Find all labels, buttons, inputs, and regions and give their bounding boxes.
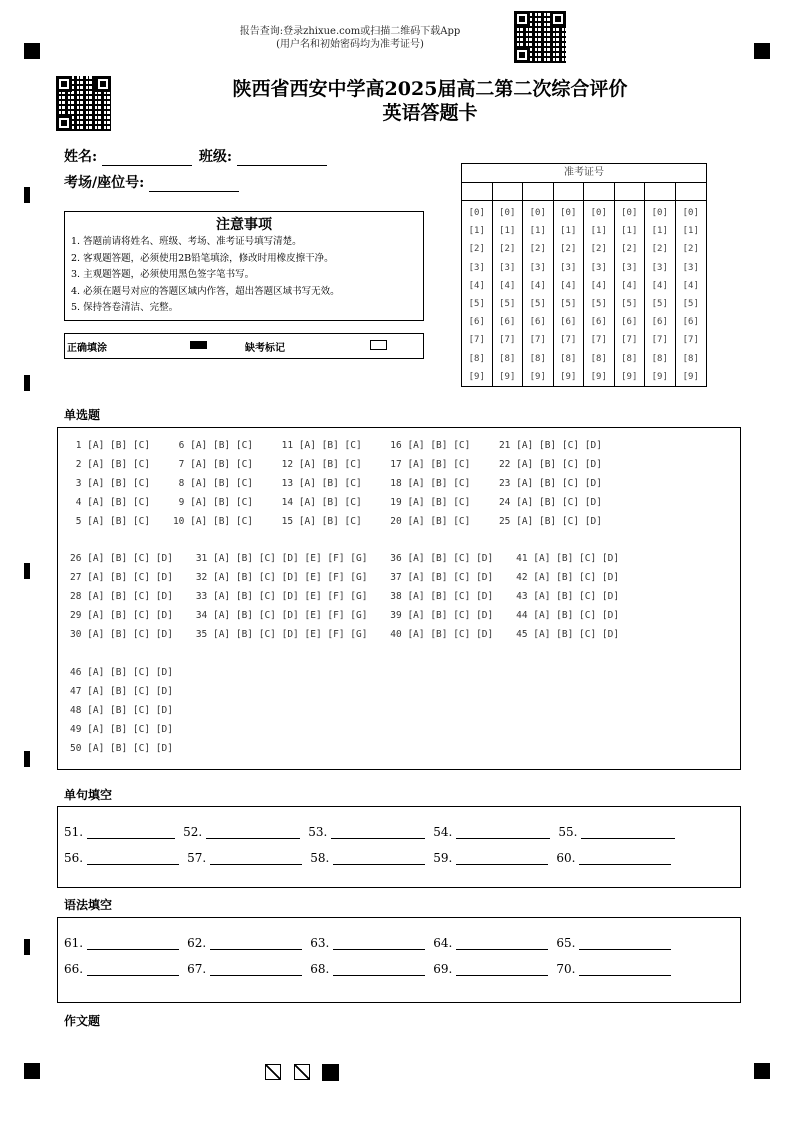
blank-number: 63. — [310, 936, 330, 950]
exam-digit-bubble[interactable]: [0] — [651, 208, 668, 218]
blank-item — [556, 962, 671, 976]
choice-row[interactable]: 49 [A] [B] [C] [D] — [70, 724, 173, 735]
exam-digit-bubble[interactable]: [8] — [529, 353, 546, 364]
blank-number: 62. — [187, 936, 207, 950]
choice-row[interactable]: 28 [A] [B] [C] [D] 33 [A] [B] [C] [D] [E] [F] [G] 38 [A] [B] [C] [D] 43 [A] [B] [C] [D] — [70, 591, 620, 602]
blank-item — [187, 936, 302, 950]
blank-item — [433, 825, 550, 839]
exam-digit-bubble[interactable]: [9] — [590, 371, 607, 382]
exam-digit-bubble[interactable]: [8] — [590, 353, 607, 364]
blank-number: 68. — [310, 962, 330, 976]
exam-digit-bubble[interactable]: [4] — [590, 280, 607, 291]
page-mark-slash-box — [265, 1064, 281, 1080]
exam-number-column — [615, 183, 646, 386]
exam-digit-bubble[interactable]: [3] — [651, 262, 668, 273]
room-seat-field[interactable] — [149, 177, 239, 192]
exam-digit-bubble[interactable]: [7] — [651, 335, 668, 346]
exam-digit-bubble[interactable]: [1] — [468, 226, 485, 237]
exam-digit-bubble[interactable]: [5] — [468, 299, 485, 310]
exam-digit-bubble[interactable]: [8] — [499, 353, 516, 364]
choice-row[interactable]: 3 [A] [B] [C] 8 [A] [B] [C] 13 [A] [B] [C] 18 [A] [B] [C] 23 [A] [B] [C] [D] — [70, 478, 602, 489]
exam-digit-bubble[interactable]: [0] — [468, 208, 485, 218]
registration-mark-bottom-right — [754, 1063, 770, 1079]
choice-row[interactable]: 50 [A] [B] [C] [D] — [70, 743, 173, 754]
exam-digit-bubble[interactable]: [9] — [560, 371, 577, 382]
exam-digit-bubble[interactable]: [4] — [621, 280, 638, 291]
blank-answer-line[interactable] — [456, 826, 550, 839]
query-note: 报告查询:登录zhixue.com或扫描二维码下载App — [239, 26, 461, 37]
page-mark-slash-box — [294, 1064, 310, 1080]
exam-digit-bubble[interactable]: [2] — [651, 244, 668, 255]
exam-digit-bubble[interactable]: [3] — [682, 262, 699, 273]
blank-answer-line[interactable] — [206, 826, 300, 839]
exam-digit-bubble[interactable]: [6] — [651, 317, 668, 328]
choice-row[interactable]: 1 [A] [B] [C] 6 [A] [B] [C] 11 [A] [B] [C] 16 [A] [B] [C] 21 [A] [B] [C] [D] — [70, 440, 602, 451]
exam-digit-bubble[interactable]: [8] — [682, 353, 699, 364]
exam-digit-bubble[interactable]: [6] — [529, 317, 546, 328]
absent-mark-checkbox[interactable] — [370, 340, 387, 350]
blank-answer-line[interactable] — [87, 963, 179, 976]
exam-digit-bubble[interactable]: [8] — [468, 353, 485, 364]
blank-item — [187, 962, 302, 976]
notice-box — [64, 211, 424, 321]
exam-digit-bubble[interactable]: [3] — [590, 262, 607, 273]
exam-digit-bubble[interactable]: [0] — [590, 208, 607, 218]
blank-item — [64, 825, 175, 839]
exam-digit-bubble[interactable]: [1] — [499, 226, 516, 237]
blank-number: 54. — [433, 825, 453, 839]
exam-number-write-cell[interactable] — [584, 183, 614, 201]
choice-row[interactable]: 47 [A] [B] [C] [D] — [70, 686, 173, 697]
exam-digit-bubble[interactable]: [3] — [621, 262, 638, 273]
choice-row[interactable]: 30 [A] [B] [C] [D] 35 [A] [B] [C] [D] [E] [F] [G] 40 [A] [B] [C] [D] 45 [A] [B] [C] [D] — [70, 629, 620, 640]
choice-block-1-25[interactable] — [70, 436, 602, 531]
exam-digit-bubble[interactable]: [4] — [529, 280, 546, 291]
notice-item: 5. 保持答卷清洁、完整。 — [71, 302, 179, 313]
exam-number-write-cell[interactable] — [676, 183, 707, 201]
grammar-area — [57, 917, 741, 1003]
exam-digit-bubble[interactable]: [1] — [560, 226, 577, 237]
exam-digit-bubble[interactable]: [3] — [468, 262, 485, 273]
exam-digit-bubble[interactable]: [1] — [529, 226, 546, 237]
exam-number-column — [493, 183, 524, 386]
side-timing-mark — [24, 563, 30, 579]
notice-item: 4. 必须在题号对应的答题区域内作答，超出答题区域书写无效。 — [71, 285, 340, 297]
exam-digit-bubble[interactable]: [6] — [499, 317, 516, 328]
exam-digit-bubble[interactable]: [7] — [560, 335, 577, 346]
blank-answer-line[interactable] — [456, 937, 548, 950]
exam-digit-bubble[interactable]: [7] — [621, 335, 638, 346]
class-field[interactable] — [237, 151, 327, 166]
exam-digit-bubble[interactable]: [6] — [560, 317, 577, 328]
blank-item — [64, 962, 179, 976]
notice-item: 1. 答题前请将姓名、班级、考场、准考证号填写清楚。 — [71, 236, 302, 247]
name-label: 姓名: — [64, 149, 98, 165]
registration-mark-bottom-left — [24, 1063, 40, 1079]
app-download-qr-code[interactable] — [514, 11, 566, 63]
exam-digit-bubble[interactable]: [7] — [590, 335, 607, 346]
exam-digit-bubble[interactable]: [6] — [682, 317, 699, 328]
blank-answer-line[interactable] — [581, 826, 675, 839]
exam-digit-bubble[interactable]: [8] — [560, 353, 577, 364]
single-choice-area — [57, 427, 741, 770]
exam-digit-bubble[interactable]: [2] — [468, 244, 485, 255]
exam-number-write-cell[interactable] — [615, 183, 645, 201]
blank-answer-line[interactable] — [579, 963, 671, 976]
blank-number: 65. — [556, 936, 576, 950]
notice-item: 2. 客观题答题，必须使用2B铅笔填涂，修改时用橡皮擦干净。 — [71, 252, 334, 264]
blank-item — [433, 962, 548, 976]
blank-number: 60. — [556, 851, 576, 865]
exam-digit-bubble[interactable]: [2] — [529, 244, 546, 255]
blank-answer-line[interactable] — [579, 937, 671, 950]
choice-row[interactable]: 26 [A] [B] [C] [D] 31 [A] [B] [C] [D] [E] [F] [G] 36 [A] [B] [C] [D] 41 [A] [B] [C] [D] — [70, 553, 620, 564]
blank-answer-line[interactable] — [456, 963, 548, 976]
blank-item — [310, 962, 425, 976]
choice-row[interactable]: 4 [A] [B] [C] 9 [A] [B] [C] 14 [A] [B] [C] 19 [A] [B] [C] 24 [A] [B] [C] [D] — [70, 497, 602, 508]
exam-digit-bubble[interactable]: [3] — [529, 262, 546, 273]
blank-item — [556, 936, 671, 950]
exam-digit-bubble[interactable]: [4] — [560, 280, 577, 291]
blank-number: 55. — [558, 825, 578, 839]
exam-number-box — [461, 163, 707, 387]
blank-item — [308, 825, 425, 839]
exam-digit-bubble[interactable]: [2] — [560, 244, 577, 255]
choice-block-26-45[interactable] — [70, 549, 619, 644]
exam-digit-bubble[interactable]: [0] — [682, 208, 699, 218]
notice-title: 注意事项 — [216, 217, 272, 233]
exam-digit-bubble[interactable]: [4] — [468, 280, 485, 291]
choice-row[interactable]: 2 [A] [B] [C] 7 [A] [B] [C] 12 [A] [B] [C] 17 [A] [B] [C] 22 [A] [B] [C] [D] — [70, 459, 602, 470]
exam-digit-bubble[interactable]: [6] — [468, 317, 485, 328]
exam-digit-bubble[interactable]: [5] — [529, 299, 546, 310]
blank-answer-line[interactable] — [456, 852, 548, 865]
exam-number-write-cell[interactable] — [523, 183, 553, 201]
exam-digit-bubble[interactable]: [1] — [621, 226, 638, 237]
exam-number-write-cell[interactable] — [645, 183, 675, 201]
section-title-single-sentence: 单句填空 — [64, 788, 113, 802]
exam-digit-bubble[interactable]: [8] — [651, 353, 668, 364]
name-field[interactable] — [102, 151, 192, 166]
exam-digit-bubble[interactable]: [7] — [529, 335, 546, 346]
correct-fill-label: 正确填涂 — [67, 343, 107, 354]
blank-number: 59. — [433, 851, 453, 865]
exam-digit-bubble[interactable]: [9] — [651, 371, 668, 382]
exam-digit-bubble[interactable]: [2] — [682, 244, 699, 255]
blank-number: 56. — [64, 851, 84, 865]
exam-number-title: 准考证号 — [462, 164, 706, 183]
exam-number-column — [554, 183, 585, 386]
side-timing-mark — [24, 751, 30, 767]
blank-number: 57. — [187, 851, 207, 865]
exam-digit-bubble[interactable]: [5] — [682, 299, 699, 310]
blank-number: 52. — [183, 825, 203, 839]
side-timing-mark — [24, 187, 30, 203]
exam-number-column — [523, 183, 554, 386]
exam-digit-bubble[interactable]: [9] — [499, 371, 516, 382]
exam-digit-bubble[interactable]: [5] — [590, 299, 607, 310]
blank-answer-line[interactable] — [87, 826, 175, 839]
exam-digit-bubble[interactable]: [6] — [590, 317, 607, 328]
exam-digit-bubble[interactable]: [1] — [682, 226, 699, 237]
section-title-writing: 作文题 — [64, 1014, 101, 1028]
exam-number-write-cell[interactable] — [462, 183, 492, 201]
exam-digit-bubble[interactable]: [0] — [529, 208, 546, 218]
blank-number: 66. — [64, 962, 84, 976]
exam-number-column — [462, 183, 493, 386]
exam-digit-bubble[interactable]: [0] — [621, 208, 638, 218]
choice-row[interactable]: 5 [A] [B] [C] 10 [A] [B] [C] 15 [A] [B] [C] 20 [A] [B] [C] 25 [A] [B] [C] [D] — [70, 516, 602, 527]
blank-item — [310, 851, 425, 865]
blank-number: 58. — [310, 851, 330, 865]
single-sentence-area — [57, 806, 741, 888]
exam-digit-bubble[interactable]: [5] — [621, 299, 638, 310]
exam-digit-bubble[interactable]: [4] — [499, 280, 516, 291]
exam-digit-bubble[interactable]: [6] — [621, 317, 638, 328]
blank-item — [187, 851, 302, 865]
exam-number-column — [645, 183, 676, 386]
blank-answer-line[interactable] — [87, 937, 179, 950]
blank-item — [64, 851, 179, 865]
blank-answer-line[interactable] — [87, 852, 179, 865]
blank-answer-line[interactable] — [210, 852, 302, 865]
side-timing-mark — [24, 939, 30, 955]
blank-number: 53. — [308, 825, 328, 839]
blank-number: 69. — [433, 962, 453, 976]
blank-item — [183, 825, 300, 839]
section-title-grammar: 语法填空 — [64, 898, 113, 912]
blank-answer-line[interactable] — [333, 852, 425, 865]
fill-example-box — [64, 333, 424, 359]
blank-answer-line[interactable] — [210, 937, 302, 950]
page-mark-filled-box — [322, 1064, 339, 1081]
choice-block-46-50[interactable] — [70, 663, 173, 758]
registration-mark-top-right — [754, 43, 770, 59]
blank-answer-line[interactable] — [333, 937, 425, 950]
exam-digit-bubble[interactable]: [5] — [499, 299, 516, 310]
blank-answer-line[interactable] — [333, 963, 425, 976]
exam-number-column — [584, 183, 615, 386]
exam-digit-bubble[interactable]: [5] — [651, 299, 668, 310]
exam-number-write-cell[interactable] — [493, 183, 523, 201]
blank-number: 70. — [556, 962, 576, 976]
exam-number-column — [676, 183, 707, 386]
account-note: (用户名和初始密码均为准考证号) — [276, 39, 424, 50]
exam-digit-bubble[interactable]: [1] — [651, 226, 668, 237]
exam-digit-bubble[interactable]: [7] — [682, 335, 699, 346]
exam-number-write-cell[interactable] — [554, 183, 584, 201]
exam-digit-bubble[interactable]: [3] — [499, 262, 516, 273]
exam-digit-bubble[interactable]: [0] — [499, 208, 516, 218]
absent-mark-label: 缺考标记 — [245, 343, 285, 354]
room-seat-label: 考场/座位号: — [64, 175, 145, 191]
section-title-single-choice: 单选题 — [64, 408, 101, 422]
blank-number: 67. — [187, 962, 207, 976]
exam-digit-bubble[interactable]: [7] — [499, 335, 516, 346]
exam-digit-bubble[interactable]: [0] — [560, 208, 577, 218]
exam-digit-bubble[interactable]: [2] — [499, 244, 516, 255]
exam-digit-bubble[interactable]: [9] — [468, 371, 485, 382]
exam-digit-bubble[interactable]: [8] — [621, 353, 638, 364]
exam-digit-bubble[interactable]: [2] — [590, 244, 607, 255]
blank-item — [556, 851, 671, 865]
choice-row[interactable]: 46 [A] [B] [C] [D] — [70, 667, 173, 678]
exam-digit-bubble[interactable]: [5] — [560, 299, 577, 310]
blank-answer-line[interactable] — [331, 826, 425, 839]
blank-item — [310, 936, 425, 950]
exam-digit-bubble[interactable]: [9] — [621, 371, 638, 382]
notice-item: 3. 主观题答题，必须使用黑色签字笔书写。 — [71, 269, 255, 280]
page-title: 陕西省西安中学高2025届高二第二次综合评价 — [232, 78, 628, 100]
blank-answer-line[interactable] — [579, 852, 671, 865]
choice-row[interactable]: 48 [A] [B] [C] [D] — [70, 705, 173, 716]
blank-item — [558, 825, 675, 839]
page-subtitle: 英语答题卡 — [382, 102, 478, 124]
blank-answer-line[interactable] — [210, 963, 302, 976]
exam-digit-bubble[interactable]: [3] — [560, 262, 577, 273]
exam-digit-bubble[interactable]: [7] — [468, 335, 485, 346]
exam-digit-bubble[interactable]: [9] — [529, 371, 546, 382]
correct-fill-sample — [190, 341, 207, 349]
exam-digit-bubble[interactable]: [2] — [621, 244, 638, 255]
blank-item — [433, 851, 548, 865]
blank-number: 51. — [64, 825, 84, 839]
student-qr-code — [56, 76, 111, 131]
blank-number: 64. — [433, 936, 453, 950]
choice-row[interactable]: 29 [A] [B] [C] [D] 34 [A] [B] [C] [D] [E] [F] [G] 39 [A] [B] [C] [D] 44 [A] [B] [C] [D] — [70, 610, 620, 621]
exam-digit-bubble[interactable]: [4] — [682, 280, 699, 291]
class-label: 班级: — [198, 149, 233, 165]
blank-item — [433, 936, 548, 950]
exam-digit-bubble[interactable]: [4] — [651, 280, 668, 291]
blank-item — [64, 936, 179, 950]
blank-number: 61. — [64, 936, 84, 950]
exam-digit-bubble[interactable]: [9] — [682, 371, 699, 382]
choice-row[interactable]: 27 [A] [B] [C] [D] 32 [A] [B] [C] [D] [E] [F] [G] 37 [A] [B] [C] [D] 42 [A] [B] [C] [D] — [70, 572, 620, 583]
exam-digit-bubble[interactable]: [1] — [590, 226, 607, 237]
registration-mark-top-left — [24, 43, 40, 59]
side-timing-mark — [24, 375, 30, 391]
